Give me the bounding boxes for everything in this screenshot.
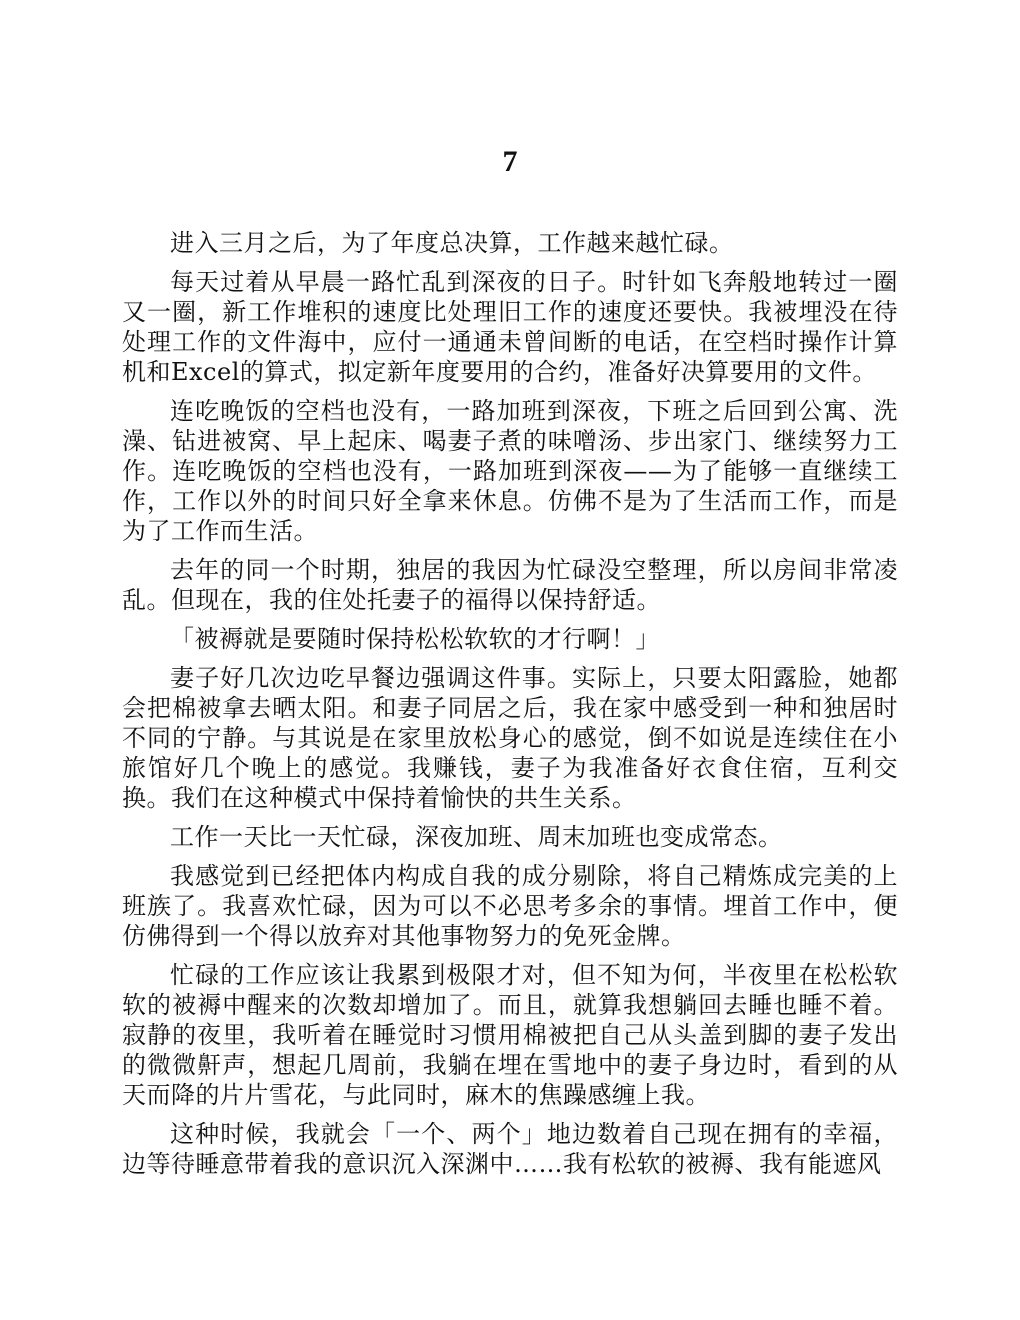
paragraph: 我感觉到已经把体内构成自我的成分剔除，将自己精炼成完美的上班族了。我喜欢忙碌，因为可以不必思考多余的事情。埋首工作中，便仿佛得到一个得以放弃对其他事物努力的免死金牌。 xyxy=(122,862,898,950)
paragraph: 这种时候，我就会「一个、两个」地边数着自己现在拥有的幸福，边等待睡意带着我的意识沉入深渊中……我有松软的被褥、我有能遮风 xyxy=(122,1120,898,1178)
paragraph: 连吃晚饭的空档也没有，一路加班到深夜，下班之后回到公寓、洗澡、钻进被窝、早上起床、喝妻子煮的味噌汤、步出家门、继续努力工作。连吃晚饭的空档也没有，一路加班到深夜——为了能够一直继续工作，工作以外的时间只好全拿来休息。仿佛不是为了生活而工作，而是为了工作而生活。 xyxy=(122,397,898,545)
paragraph: 妻子好几次边吃早餐边强调这件事。实际上，只要太阳露脸，她都会把棉被拿去晒太阳。和妻子同居之后，我在家中感受到一种和独居时不同的宁静。与其说是在家里放松身心的感觉，倒不如说是连续住在小旅馆好几个晚上的感觉。我赚钱，妻子为我准备好衣食住宿，互利交换。我们在这种模式中保持着愉快的共生关系。 xyxy=(122,664,898,812)
dialogue-paragraph: 「被褥就是要随时保持松松软软的才行啊！」 xyxy=(170,625,660,653)
chapter-number: 7 xyxy=(502,145,518,178)
chapter-body xyxy=(122,228,898,1188)
paragraph: 工作一天比一天忙碌，深夜加班、周末加班也变成常态。 xyxy=(170,823,783,851)
paragraph: 进入三月之后，为了年度总决算，工作越来越忙碌。 xyxy=(170,229,734,257)
paragraph: 去年的同一个时期，独居的我因为忙碌没空整理，所以房间非常凌乱。但现在，我的住处托妻子的福得以保持舒适。 xyxy=(122,556,898,614)
paragraph: 忙碌的工作应该让我累到极限才对，但不知为何，半夜里在松松软软的被褥中醒来的次数却增加了。而且，就算我想躺回去睡也睡不着。寂静的夜里，我听着在睡觉时习惯用棉被把自己从头盖到脚的妻子发出的微微鼾声，想起几周前，我躺在埋在雪地中的妻子身边时，看到的从天而降的片片雪花，与此同时，麻木的焦躁感缠上我。 xyxy=(122,961,898,1109)
paragraph: 每天过着从早晨一路忙乱到深夜的日子。时针如飞奔般地转过一圈又一圈，新工作堆积的速度比处理旧工作的速度还要快。我被埋没在待处理工作的文件海中，应付一通通未曾间断的电话，在空档时操作计算机和Excel的算式，拟定新年度要用的合约，准备好决算要用的文件。 xyxy=(122,268,898,386)
